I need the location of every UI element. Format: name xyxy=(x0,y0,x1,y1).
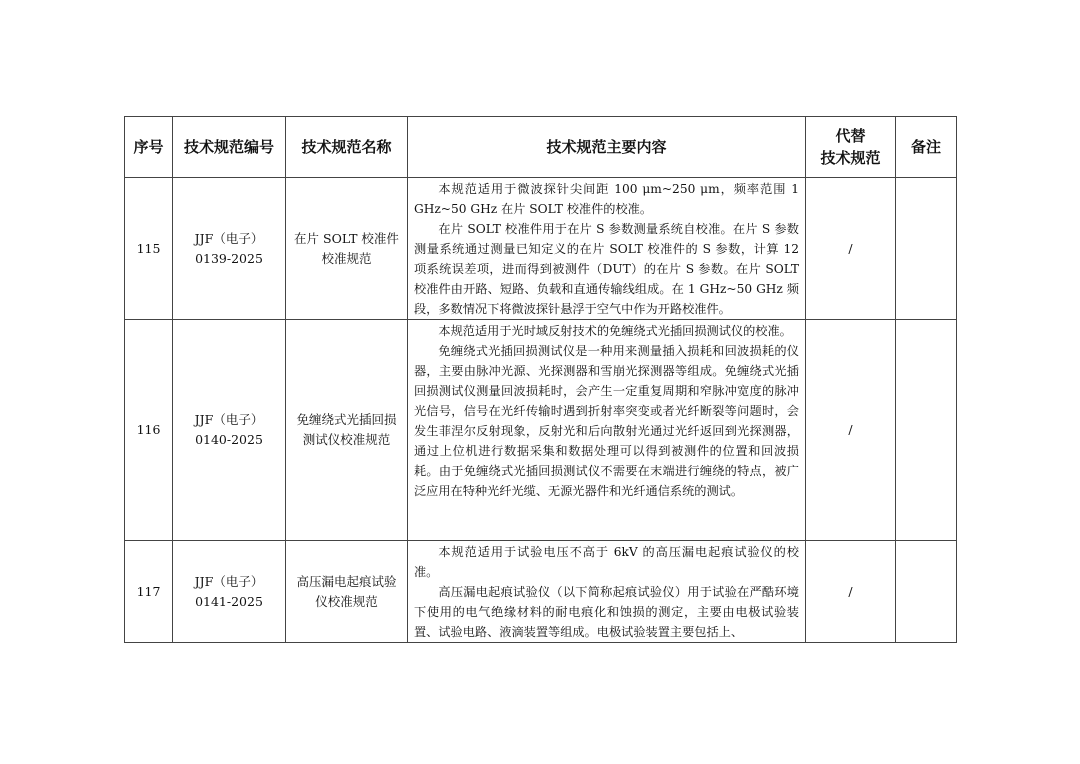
row-replace: / xyxy=(806,320,896,541)
row-name-line1: 免缠绕式光插回损 xyxy=(296,412,397,427)
row-name-line2: 仪校准规范 xyxy=(315,593,378,609)
header-replace-line1: 代替 xyxy=(835,127,866,145)
row-code xyxy=(173,178,286,320)
table-row xyxy=(125,320,957,541)
row-replace: / xyxy=(806,178,896,320)
spec-table xyxy=(124,116,957,643)
row-content-paragraph: 本规范适用于光时域反射技术的免缠绕式光插回损测试仪的校准。 xyxy=(438,324,792,338)
header-name: 技术规范名称 xyxy=(286,117,408,178)
row-content xyxy=(408,320,806,541)
row-content-paragraph: 高压漏电起痕试验仪（以下简称起痕试验仪）用于试验在严酷环境下使用的电气绝缘材料的耐电痕化和蚀损的测定，主要由电极试验装置、试验电路、液滴装置等组成。电极试验装置主要包括上、 xyxy=(414,585,799,639)
row-content xyxy=(408,541,806,643)
header-no: 序号 xyxy=(125,117,173,178)
row-code xyxy=(173,320,286,541)
row-remark xyxy=(896,178,957,320)
row-content-paragraph: 免缠绕式光插回损测试仪是一种用来测量插入损耗和回波损耗的仪器，主要由脉冲光源、光探测器和雪崩光探测器等组成。免缠绕式光插回损测试仪测量回波损耗时，会产生一定重复周期和窄脉冲宽度的脉冲光信号，信号在光纤传输时遇到折射率突变或者光纤断裂等问题时，会发生菲涅尔反射现象，反射光和后向散射光通过光纤返回到光探测器，通过上位机进行数据采集和数据处理可以得到被测件的位置和回波损耗。由于免缠绕式光插回损测试仪不需要在末端进行缠绕的特点，被广泛应用在特种光纤光缆、无源光器件和光纤通信系统的测试。 xyxy=(414,344,799,498)
row-content-paragraph: 在片 SOLT 校准件用于在片 S 参数测量系统自校准。在片 S 参数测量系统通过测量已知定义的在片 SOLT 校准件的 S 参数，计算 12 项系统误差项，进而得到被测件（DUT）的在片 S 参数。在片 SOLT 校准件由开路、短路、负载和直通传输线组成。在 1 GHz~50 GHz 频段，多数情况下将微波探针悬浮于空气中作为开路校准件。 xyxy=(414,222,799,316)
row-name xyxy=(286,541,408,643)
row-replace: / xyxy=(806,541,896,643)
row-code-line2: 0139-2025 xyxy=(195,250,263,266)
row-code-line1: JJF（电子） xyxy=(194,412,264,427)
row-no: 116 xyxy=(125,320,173,541)
row-code-line1: JJF（电子） xyxy=(194,573,264,589)
row-name-line1: 高压漏电起痕试验 xyxy=(296,573,397,589)
table-row xyxy=(125,178,957,320)
header-code: 技术规范编号 xyxy=(173,117,286,178)
row-content-paragraph: 本规范适用于试验电压不高于 6kV 的高压漏电起痕试验仪的校准。 xyxy=(414,545,799,579)
table-row xyxy=(125,541,957,643)
row-remark xyxy=(896,541,957,643)
row-name-line2: 校准规范 xyxy=(321,250,372,266)
header-replace xyxy=(806,117,896,178)
header-row xyxy=(125,117,957,178)
row-content-paragraph: 本规范适用于微波探针尖间距 100 μm~250 μm，频率范围 1 GHz~50 GHz 在片 SOLT 校准件的校准。 xyxy=(414,182,799,216)
row-name-line1: 在片 SOLT 校准件 xyxy=(294,230,399,246)
header-content: 技术规范主要内容 xyxy=(408,117,806,178)
row-content xyxy=(408,178,806,320)
header-remark: 备注 xyxy=(896,117,957,178)
row-code-line2: 0141-2025 xyxy=(195,593,263,609)
row-no: 115 xyxy=(125,178,173,320)
row-code-line1: JJF（电子） xyxy=(194,230,264,246)
row-name xyxy=(286,178,408,320)
row-content-clip xyxy=(414,542,799,642)
row-name-line2: 测试仪校准规范 xyxy=(302,432,391,447)
header-replace-line2: 技术规范 xyxy=(820,149,881,167)
row-code xyxy=(173,541,286,643)
row-no: 117 xyxy=(125,541,173,643)
row-remark xyxy=(896,320,957,541)
row-name xyxy=(286,320,408,541)
row-code-line2: 0140-2025 xyxy=(195,432,263,447)
